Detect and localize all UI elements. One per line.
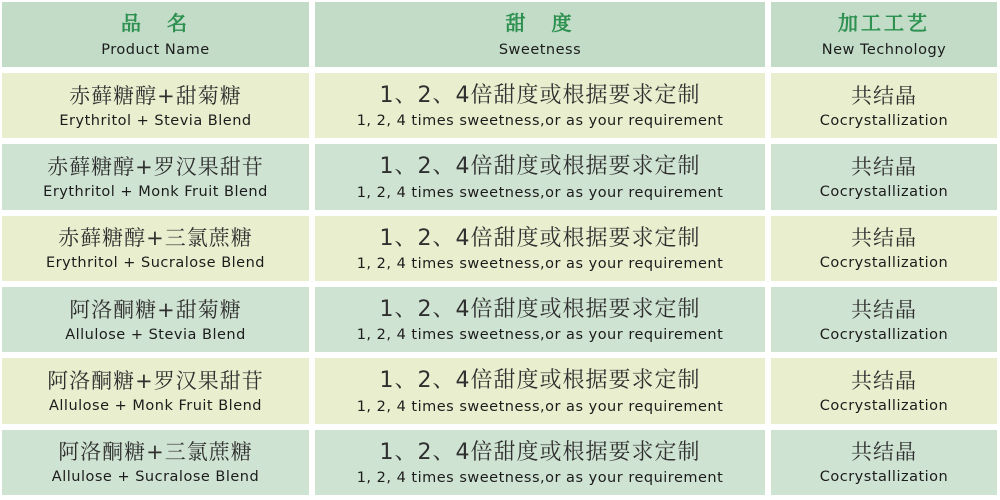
process-zh: 共结晶 xyxy=(851,154,917,179)
sweetness-en: 1, 2, 4 times sweetness,or as your requirement xyxy=(356,470,724,487)
product-name-zh: 阿洛酮糖+罗汉果甜苷 xyxy=(47,368,264,393)
product-name-zh: 赤藓糖醇+三氯蔗糖 xyxy=(58,226,253,251)
product-name-en: Allulose + Stevia Blend xyxy=(65,326,246,343)
sweetness-cell-row5 xyxy=(315,358,765,423)
sweetness-en: 1, 2, 4 times sweetness,or as your requirement xyxy=(356,184,724,201)
product-name-zh: 赤藓糖醇+罗汉果甜苷 xyxy=(47,154,264,179)
sweetness-cell-row3 xyxy=(315,216,765,281)
sweetness-cell-row1 xyxy=(315,73,765,138)
process-cell-row5 xyxy=(771,358,997,423)
header-sweetness-zh: 甜 度 xyxy=(505,11,575,35)
process-cell-row4 xyxy=(771,287,997,352)
process-cell-row3 xyxy=(771,216,997,281)
header-sweetness-en: Sweetness xyxy=(498,42,582,58)
process-zh: 共结晶 xyxy=(851,440,917,465)
product-cell-row1 xyxy=(2,73,309,138)
sweetness-cell-row6 xyxy=(315,430,765,495)
product-name-zh: 阿洛酮糖+三氯蔗糖 xyxy=(58,440,253,465)
process-zh: 共结晶 xyxy=(851,297,917,322)
sweetness-zh: 1、2、4倍甜度或根据要求定制 xyxy=(379,82,701,108)
sweetness-cell-row4 xyxy=(315,287,765,352)
product-cell-row2 xyxy=(2,144,309,209)
process-zh: 共结晶 xyxy=(851,226,917,251)
product-name-en: Allulose + Sucralose Blend xyxy=(51,469,260,486)
header-product-name-zh: 品 名 xyxy=(121,11,190,35)
process-en: Cocrystallization xyxy=(819,469,949,486)
process-en: Cocrystallization xyxy=(819,326,949,343)
process-en: Cocrystallization xyxy=(819,398,949,415)
sweetness-zh: 1、2、4倍甜度或根据要求定制 xyxy=(379,154,701,180)
header-cell-product-name xyxy=(2,2,309,67)
header-cell-sweetness xyxy=(315,2,765,67)
sweetness-zh: 1、2、4倍甜度或根据要求定制 xyxy=(379,296,701,322)
header-process-zh: 加工工艺 xyxy=(838,11,930,35)
header-product-name-en: Product Name xyxy=(101,42,210,58)
product-name-en: Erythritol + Sucralose Blend xyxy=(45,255,265,272)
process-zh: 共结晶 xyxy=(851,368,917,393)
product-name-zh: 阿洛酮糖+甜菊糖 xyxy=(69,297,242,322)
product-name-en: Erythritol + Monk Fruit Blend xyxy=(43,184,268,201)
sweetness-en: 1, 2, 4 times sweetness,or as your requirement xyxy=(356,256,724,273)
process-cell-row2 xyxy=(771,144,997,209)
process-zh: 共结晶 xyxy=(851,83,917,108)
product-name-en: Allulose + Monk Fruit Blend xyxy=(48,398,263,415)
process-en: Cocrystallization xyxy=(819,184,949,201)
product-cell-row6 xyxy=(2,430,309,495)
process-en: Cocrystallization xyxy=(819,112,949,129)
process-en: Cocrystallization xyxy=(819,255,949,272)
sweetness-zh: 1、2、4倍甜度或根据要求定制 xyxy=(379,368,701,394)
sweetness-en: 1, 2, 4 times sweetness,or as your requirement xyxy=(356,398,724,415)
product-cell-row3 xyxy=(2,216,309,281)
product-cell-row5 xyxy=(2,358,309,423)
product-name-zh: 赤藓糖醇+甜菊糖 xyxy=(69,83,242,108)
process-cell-row1 xyxy=(771,73,997,138)
header-cell-process xyxy=(771,2,997,67)
sweetness-en: 1, 2, 4 times sweetness,or as your requirement xyxy=(356,327,724,344)
sweetness-en: 1, 2, 4 times sweetness,or as your requirement xyxy=(356,113,724,130)
sweetness-zh: 1、2、4倍甜度或根据要求定制 xyxy=(379,225,701,251)
product-name-en: Erythritol + Stevia Blend xyxy=(59,112,252,129)
sweetness-cell-row2 xyxy=(315,144,765,209)
sweetness-zh: 1、2、4倍甜度或根据要求定制 xyxy=(379,439,701,465)
product-cell-row4 xyxy=(2,287,309,352)
process-cell-row6 xyxy=(771,430,997,495)
header-process-en: New Technology xyxy=(821,42,947,58)
